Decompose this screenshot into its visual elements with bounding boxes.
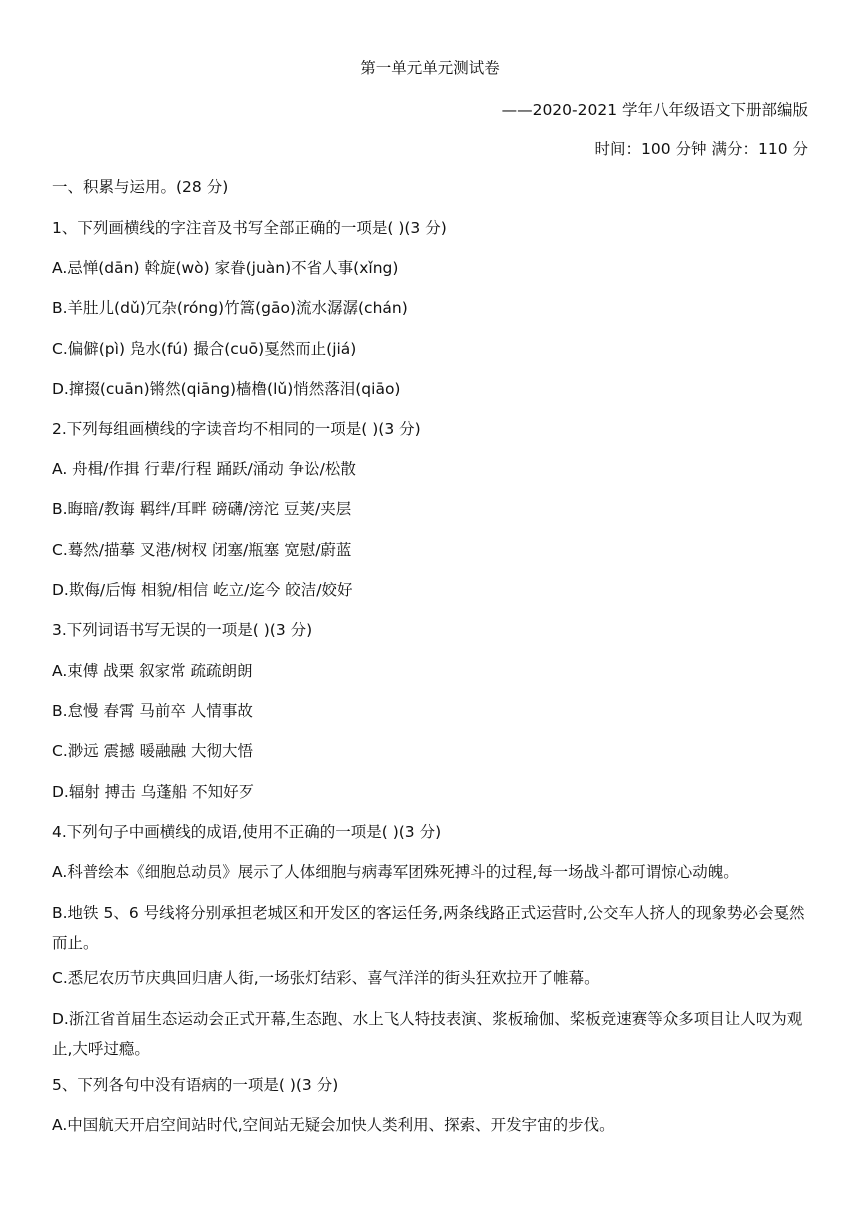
question-2-option-c: C.蓦然/描摹 叉港/树杈 闭塞/瓶塞 宽慰/蔚蓝 <box>52 541 352 559</box>
question-3-option-d: D.辐射 搏击 乌蓬船 不知好歹 <box>52 783 255 801</box>
question-1-option-d: D.撺掇(cuān)锵然(qiāng)樯橹(lǔ)悄然落泪(qiāo) <box>52 380 401 398</box>
question-4-stem: 4.下列句子中画横线的成语,使用不正确的一项是( )(3 分) <box>52 823 442 841</box>
question-3-option-a: A.束傅 战栗 叙家常 疏疏朗朗 <box>52 662 253 680</box>
question-4-option-a: A.科普绘本《细胞总动员》展示了人体细胞与病毒军团殊死搏斗的过程,每一场战斗都可谓惊心动魄。 <box>52 863 739 881</box>
question-2-option-a: A. 舟楫/作揖 行辈/行程 踊跃/涌动 争讼/松散 <box>52 460 356 478</box>
page-subtitle: ——2020-2021 学年八年级语文下册部编版 <box>501 101 808 119</box>
question-3-option-b: B.怠慢 春霄 马前卒 人情事故 <box>52 702 253 720</box>
question-4-option-b: B.地铁 5、6 号线将分别承担老城区和开发区的客运任务,两条线路正式运营时,公交车人挤人的现象势必会戛然而止。 <box>52 904 805 952</box>
question-2-stem: 2.下列每组画横线的字读音均不相同的一项是( )(3 分) <box>52 420 421 438</box>
question-4-option-c: C.悉尼农历节庆典回归唐人街,一场张灯结彩、喜气洋洋的街头狂欢拉开了帷幕。 <box>52 969 600 987</box>
question-1-option-b: B.羊肚儿(dǔ)冗杂(róng)竹篙(gāo)流水潺潺(chán) <box>52 299 408 317</box>
section-heading: 一、积累与运用。(28 分) <box>52 178 229 196</box>
time-score-line: 时间：100 分钟 满分：110 分 <box>594 140 808 158</box>
question-5-option-a: A.中国航天开启空间站时代,空间站无疑会加快人类利用、探索、开发宇宙的步伐。 <box>52 1116 615 1134</box>
page-title: 第一单元单元测试卷 <box>360 59 500 77</box>
question-2-option-b: B.晦暗/教诲 羁绊/耳畔 磅礴/滂沱 豆荚/夹层 <box>52 500 352 518</box>
question-1-option-a: A.忌惮(dān) 斡旋(wò) 家眷(juàn)不省人事(xǐng) <box>52 259 399 277</box>
question-5-stem: 5、下列各句中没有语病的一项是( )(3 分) <box>52 1076 339 1094</box>
question-3-stem: 3.下列词语书写无误的一项是( )(3 分) <box>52 621 313 639</box>
question-1-option-c: C.偏僻(pì) 凫水(fú) 撮合(cuō)戛然而止(jiá) <box>52 340 357 358</box>
question-3-option-c: C.渺远 震撼 暖融融 大彻大悟 <box>52 742 254 760</box>
question-2-option-d: D.欺侮/后悔 相貌/相信 屹立/迄今 皎洁/姣好 <box>52 581 353 599</box>
question-1-stem: 1、下列画横线的字注音及书写全部正确的一项是( )(3 分) <box>52 219 447 237</box>
question-4-option-d: D.浙江省首届生态运动会正式开幕,生态跑、水上飞人特技表演、浆板瑜伽、桨板竞速赛等众多项目让人叹为观止,大呼过瘾。 <box>52 1010 803 1058</box>
